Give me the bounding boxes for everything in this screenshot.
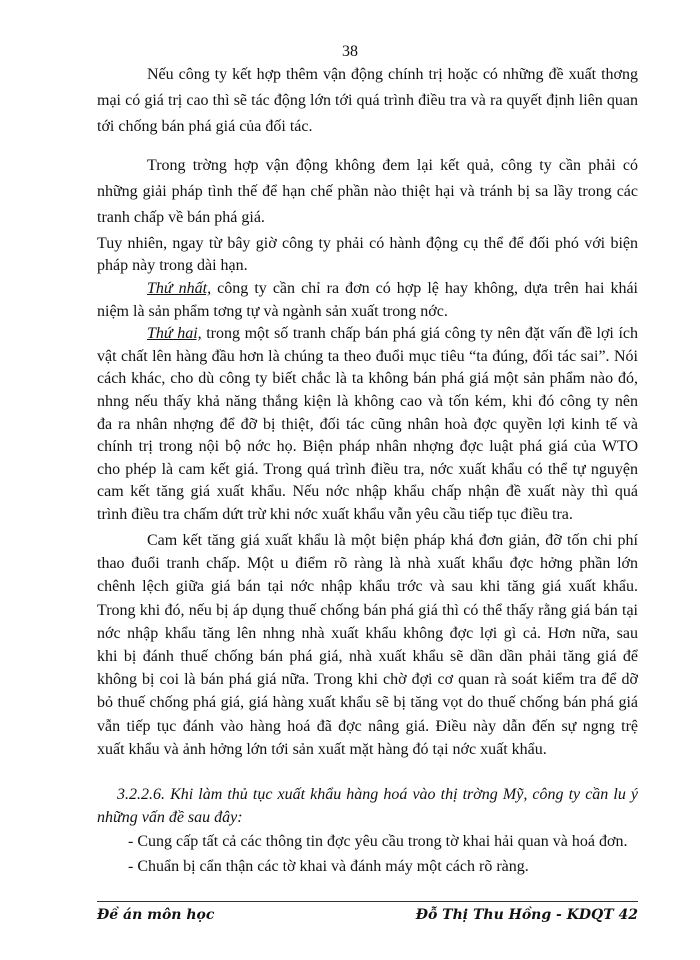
line-text: cho phép là cam kết giá. Trong quá trình điều tra, nớc xuất khẩu có thể tự nguyện	[97, 461, 638, 478]
line-text: đa ra nhân nhợng để đỡ bị thiệt, đối tác cũng nhân hoà đợc quyền lợi kinh tế và	[97, 416, 638, 433]
text-line	[97, 717, 638, 737]
line-text: nhng nếu thấy khả năng thắng kiện là không cao và tốn kém, khi đó công ty nên	[97, 393, 638, 410]
line-text: Cam kết tăng giá xuất khẩu là một biện pháp khá đơn giản, đỡ tốn chi phí	[147, 532, 638, 549]
line-text: - Cung cấp tất cả các thông tin đợc yêu cầu trong tờ khai hải quan và hoá đơn.	[128, 833, 628, 850]
text-line	[97, 505, 638, 525]
line-text: mại có giá trị cao thì sẽ tác động lớn tới quá trình điều tra và ra quyết định liên quan	[97, 92, 638, 109]
text-line	[97, 693, 638, 713]
text-line	[147, 156, 638, 176]
text-line	[147, 65, 638, 85]
text-line	[147, 279, 638, 299]
text-line	[97, 554, 638, 574]
line-text: 3.2.2.6. Khi làm thủ tục xuất khẩu hàng hoá vào thị trờng Mỹ, công ty cần lu ý	[117, 786, 638, 803]
line-text: Nếu công ty kết hợp thêm vận động chính trị hoặc có những đề xuất thơng	[147, 66, 638, 83]
line-text: vật chất lên hàng đầu hơn là chúng ta theo đuổi mục tiêu “ta đúng, đối tác sai”. Nói	[97, 348, 638, 365]
line-text: chênh lệch giữa giá bán tại nớc nhập khẩu trớc và sau khi tăng giá xuất khẩu.	[97, 578, 638, 595]
emphasis-lead: Thứ hai,	[147, 325, 202, 342]
line-text: những vấn đề sau đây:	[97, 809, 243, 826]
text-line	[97, 208, 638, 228]
text-line	[97, 460, 638, 480]
text-line	[97, 437, 638, 457]
line-text: trình điều tra chấm dứt trừ khi nớc xuất khẩu vẫn yêu cầu tiếp tục điều tra.	[97, 506, 573, 523]
text-line	[97, 577, 638, 597]
line-text: bỏ thuế chống phá giá, giá hàng xuất khẩu sẽ bị tăng vọt do thuế chống bán phá giá	[97, 694, 638, 711]
line-text: công ty cần chỉ ra đơn có hợp lệ hay không, dựa trên hai khái	[211, 280, 638, 297]
text-line	[97, 182, 638, 202]
line-text: không bị coi là bán phá giá nữa. Trong khi chờ đợi cơ quan rà soát kiểm tra để dỡ	[97, 671, 638, 688]
line-text: tới chống bán phá giá của đối tác.	[97, 118, 313, 135]
line-text: tranh chấp về bán phá giá.	[97, 209, 265, 226]
text-line	[97, 117, 638, 137]
text-line	[97, 302, 638, 322]
line-text: - Chuẩn bị cẩn thận các tờ khai và đánh máy một cách rõ ràng.	[128, 858, 529, 875]
bullet-line	[128, 832, 638, 852]
line-text: khi bị đánh thuế chống bán phá giá, nhà xuất khẩu sẽ dần dần phải tăng giá để	[97, 648, 638, 665]
text-line	[97, 234, 638, 254]
text-line	[147, 531, 638, 551]
line-text: Trong trờng hợp vận động không đem lại kết quả, công ty cần phải có	[147, 157, 638, 174]
text-line	[97, 256, 638, 276]
text-line	[97, 91, 638, 111]
line-text: Tuy nhiên, ngay từ bây giờ công ty phải có hành động cụ thể để đối phó với biện	[97, 235, 638, 252]
text-line	[97, 392, 638, 412]
line-text: cách khác, cho dù công ty biết chắc là ta không bán phá giá một sản phẩm nào đó,	[97, 370, 638, 387]
line-text: cam kết tăng giá xuất khẩu. Nếu nớc nhập khẩu chấp nhận đề xuất này thì quá	[97, 483, 638, 500]
line-text: xuất khẩu và ảnh hởng lớn tới sản xuất mặt hàng đó tại nớc xuất khẩu.	[97, 741, 547, 758]
line-text: thao đuổi tranh chấp. Một u điểm rõ ràng là nhà xuất khẩu đợc hởng phần lớn	[97, 555, 638, 572]
line-text: trong một số tranh chấp bán phá giá công ty nên đặt vấn đề lợi ích	[201, 325, 638, 342]
bullet-line	[128, 857, 638, 877]
text-line	[147, 324, 638, 344]
section-heading-line	[117, 785, 638, 805]
text-line	[97, 740, 638, 760]
footer-left: Đề án môn học	[97, 907, 215, 923]
emphasis-lead: Thứ nhất,	[147, 280, 212, 297]
line-text: pháp này trong dài hạn.	[97, 257, 248, 274]
text-line	[97, 670, 638, 690]
text-line	[97, 347, 638, 367]
text-line	[97, 624, 638, 644]
line-text: chính trị trong nội bộ nớc họ. Biện pháp nhân nhợng đợc luật phá giá của WTO	[97, 438, 638, 455]
line-text: nớc nhập khẩu tăng lên nhng nhà xuất khẩu không đợc lợi gì cả. Hơn nữa, sau	[97, 625, 638, 642]
text-line	[97, 369, 638, 389]
line-text: những giải pháp tình thế để hạn chế phần nào thiệt hại và tránh bị sa lầy trong các	[97, 183, 638, 200]
text-line	[97, 808, 638, 828]
text-line	[97, 601, 638, 621]
footer-right: Đỗ Thị Thu Hồng - KDQT 42	[415, 907, 638, 923]
text-line	[97, 647, 638, 667]
line-text: niệm là sản phẩm tơng tự và ngành sản xuất trong nớc.	[97, 303, 448, 320]
line-text: vẫn tiếp tục đánh vào hàng hoá đã đợc nâng giá. Điều này dẫn đến sự ngng trệ	[97, 718, 638, 735]
page-number: 38	[342, 43, 358, 60]
text-line	[97, 482, 638, 502]
line-text: Trong khi đó, nếu bị áp dụng thuế chống bán phá giá thì có thể thấy rằng giá bán tại	[97, 602, 638, 619]
text-line	[97, 415, 638, 435]
footer-rule	[97, 901, 638, 902]
